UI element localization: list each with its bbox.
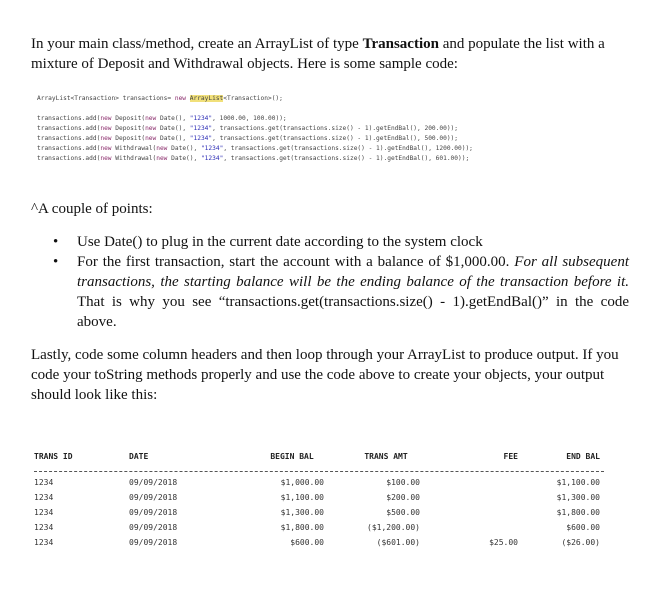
table-row: [34, 508, 604, 523]
code-token: transactions.add(: [37, 155, 101, 162]
code-token: new: [156, 145, 172, 152]
header-begin-bal: BEGIN BAL: [270, 452, 314, 461]
code-token: Withdrawal(: [115, 155, 157, 162]
header-trans-amt: TRANS AMT: [364, 452, 408, 461]
code-token: new: [145, 135, 160, 142]
bullet-dot-icon: •: [53, 234, 59, 250]
code-token: , transactions.get(transactions.size() - 1).getEndBal(), 200.00));: [212, 125, 459, 132]
code-token: , transactions.get(transactions.size() - 1).getEndBal(), 500.00));: [212, 135, 459, 142]
cell-end-bal: ($26.00): [561, 538, 600, 547]
bullet-text: Use Date() to plug in the current date according to the system clock: [77, 234, 483, 250]
cell-end-bal: $600.00: [566, 523, 600, 532]
code-token: Deposit(: [115, 115, 146, 122]
code-token: Date(),: [171, 155, 201, 162]
code-token: "1234": [200, 155, 224, 162]
code-token: Deposit(: [115, 125, 146, 132]
cell-trans-amt: ($601.00): [376, 538, 420, 547]
code-token: , 1000.00, 100.00));: [212, 115, 287, 122]
code-token: Date(),: [159, 135, 190, 142]
header-end-bal: END BAL: [566, 452, 600, 461]
code-token: Withdrawal(: [115, 145, 157, 152]
cell-date: 09/09/2018: [129, 493, 178, 502]
table-divider: [34, 471, 604, 478]
bullet-text-after: That is why you see “transactions.get(transactions.size() - 1).getEndBal()” in the code above.: [77, 294, 629, 330]
code-line: [37, 144, 473, 153]
cell-trans-amt: $500.00: [386, 508, 420, 517]
bullet-list: [31, 232, 629, 332]
table-row: [34, 478, 604, 493]
code-line: [37, 114, 287, 123]
cell-date: 09/09/2018: [129, 523, 178, 532]
code-token: transactions.add(: [37, 115, 101, 122]
table-header-row: [34, 452, 604, 467]
cell-trans-amt: $200.00: [386, 493, 420, 502]
bullet-item: [31, 252, 629, 332]
code-token: Deposit(: [115, 135, 146, 142]
cell-trans-amt: ($1,200.00): [367, 523, 420, 532]
header-trans-id: TRANS ID: [34, 452, 73, 461]
code-token: new: [100, 115, 116, 122]
code-token: , transactions.get(transactions.size() - 1).getEndBal(), 601.00));: [223, 155, 470, 162]
cell-trans-amt: $100.00: [386, 478, 420, 487]
code-line: [37, 154, 469, 163]
bullet-italic-text: For all subsequent transactions, the starting balance will be the ending balance of the transaction before it.: [77, 254, 629, 290]
code-decl-suffix: <Transaction>();: [223, 95, 283, 102]
cell-trans-id: 1234: [34, 538, 54, 547]
table-body: [34, 478, 604, 553]
cell-trans-id: 1234: [34, 508, 54, 517]
intro-text: In your main class/method, create an ArrayList of type: [31, 36, 363, 52]
cell-date: 09/09/2018: [129, 508, 178, 517]
intro-bold-type: Transaction: [362, 36, 439, 52]
table-row: [34, 538, 604, 553]
code-line: [37, 134, 458, 143]
bullet-dot-icon: •: [53, 254, 59, 270]
table-row: [34, 523, 604, 538]
code-token: new: [156, 155, 172, 162]
bullet-item: [31, 232, 629, 252]
cell-end-bal: $1,800.00: [556, 508, 600, 517]
cell-trans-id: 1234: [34, 523, 54, 532]
code-token: "1234": [189, 115, 213, 122]
code-token: new: [100, 145, 116, 152]
code-token: Date(),: [171, 145, 201, 152]
cell-begin-bal: $1,000.00: [280, 478, 324, 487]
output-table: [34, 452, 604, 553]
cell-date: 09/09/2018: [129, 478, 178, 487]
cell-begin-bal: $1,300.00: [280, 508, 324, 517]
cell-date: 09/09/2018: [129, 538, 178, 547]
code-token: "1234": [189, 125, 213, 132]
cell-begin-bal: $1,800.00: [280, 523, 324, 532]
cell-end-bal: $1,300.00: [556, 493, 600, 502]
cell-fee: $25.00: [489, 538, 518, 547]
closing-paragraph: Lastly, code some column headers and then loop through your ArrayList to produce output. If you code your toString methods properly and use the code above to create your objects, your output should look like this:: [31, 347, 619, 403]
cell-begin-bal: $1,100.00: [280, 493, 324, 502]
cell-trans-id: 1234: [34, 478, 54, 487]
intro-text-after: and populate the list with a mixture of Deposit and Withdrawal objects. Here is some sample code:: [31, 36, 605, 72]
points-heading: ^A couple of points:: [31, 201, 153, 217]
code-decl-new: new: [174, 95, 190, 102]
cell-trans-id: 1234: [34, 493, 54, 502]
cell-end-bal: $1,100.00: [556, 478, 600, 487]
table-row: [34, 493, 604, 508]
code-token: "1234": [200, 145, 224, 152]
bullet-text: For the first transaction, start the account with a balance of $1,000.00.: [77, 254, 515, 270]
code-token: transactions.add(: [37, 125, 101, 132]
header-fee: FEE: [503, 452, 518, 461]
code-token: Date(),: [159, 115, 190, 122]
code-token: new: [100, 135, 116, 142]
cell-begin-bal: $600.00: [290, 538, 324, 547]
code-token: new: [100, 125, 116, 132]
code-token: new: [145, 115, 160, 122]
code-token: new: [145, 125, 160, 132]
code-token: "1234": [189, 135, 213, 142]
code-decl-prefix: ArrayList<Transaction> transactions=: [37, 95, 175, 102]
code-line: [37, 124, 458, 133]
intro-paragraph: [31, 34, 627, 74]
header-date: DATE: [129, 452, 149, 461]
code-token: , transactions.get(transactions.size() - 1).getEndBal(), 1200.00));: [223, 145, 473, 152]
code-token: new: [100, 155, 116, 162]
code-declaration: [37, 94, 283, 103]
code-token: transactions.add(: [37, 135, 101, 142]
code-token: Date(),: [159, 125, 190, 132]
code-token: transactions.add(: [37, 145, 101, 152]
code-decl-highlight: ArrayList: [189, 95, 224, 102]
